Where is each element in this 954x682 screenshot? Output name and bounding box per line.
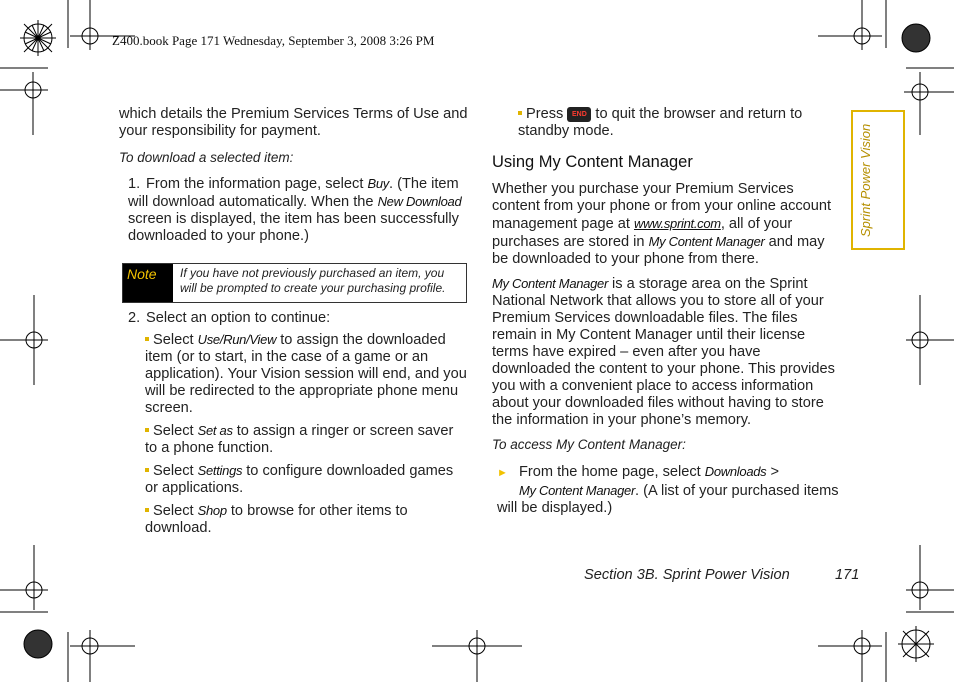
list-item: Select Shop to browse for other items to download. (145, 503, 408, 536)
step-number: 2. (128, 310, 141, 326)
arrow-icon: ► (497, 467, 508, 479)
end-key-icon: END (567, 107, 591, 122)
press-end-item: Press END to quit the browser and return to standby mode. (518, 106, 803, 139)
paragraph-2: My Content Manager is a storage area on the Sprint National Network that allows you to store all of your Premium Services downloadable files. The files remain in My Content Manager until their license terms have expired – even after you have downloaded the content to your phone. This provides you with a convenient place to access information about your downloaded files without having to store the information in your phone’s memory. (492, 276, 835, 428)
ui-term-buy: Buy (367, 176, 389, 191)
bullet-icon (145, 428, 149, 432)
sprint-link[interactable]: www.sprint.com (633, 216, 721, 231)
note-box (122, 263, 467, 303)
list-item: Select Set as to assign a ringer or screen saver to a phone function. (145, 423, 454, 456)
left-intro: which details the Premium Services Terms of Use and your responsibility for payment. (119, 106, 468, 139)
list-item: Select Settings to configure downloaded games or applications. (145, 463, 454, 496)
option-list (145, 331, 469, 537)
ui-term-new-download: New Download (377, 194, 462, 209)
bullet-icon (145, 468, 149, 472)
paragraph-1: Whether you purchase your Premium Services content from your phone or from your online account management page at www.sprint.com, all of your purchases are stored in My Content Manager and may be downloaded to your phone from there. (492, 181, 832, 267)
right-subhead: To access My Content Manager: (492, 437, 686, 452)
note-text: If you have not previously purchased an item, you will be prompted to create your purchasing profile. (180, 266, 446, 295)
footer-section: Section 3B. Sprint Power Vision (584, 567, 790, 583)
step-2: 2. Select an option to continue: (128, 310, 331, 326)
page-number: 171 (835, 567, 860, 583)
section-tab (851, 110, 905, 250)
print-header: Z400.book Page 171 Wednesday, September 3, 2008 3:26 PM (112, 33, 435, 48)
bullet-icon (145, 508, 149, 512)
section-heading: Using My Content Manager (492, 153, 693, 171)
access-step: ► From the home page, select Downloads > My Content Manager. (A list of your purchased items will be displayed.) (497, 464, 839, 516)
left-subhead: To download a selected item: (119, 150, 294, 165)
note-label: Note (123, 264, 173, 302)
step-1: 1. From the information page, select Buy. (The item will download automatically. When the New Download screen is displayed, the item has been successfully downloaded to your phone.) (128, 176, 462, 244)
section-tab-label: Sprint Power Vision (858, 123, 873, 237)
step-number: 1. (128, 176, 141, 192)
list-item: Select Use/Run/View to assign the downloaded item (or to start, in the case of a game or an application). Your Vision session will end, and you will be redirected to the appropriate phone menu screen. (145, 332, 467, 416)
bullet-icon (145, 337, 149, 341)
bullet-icon (518, 111, 522, 115)
